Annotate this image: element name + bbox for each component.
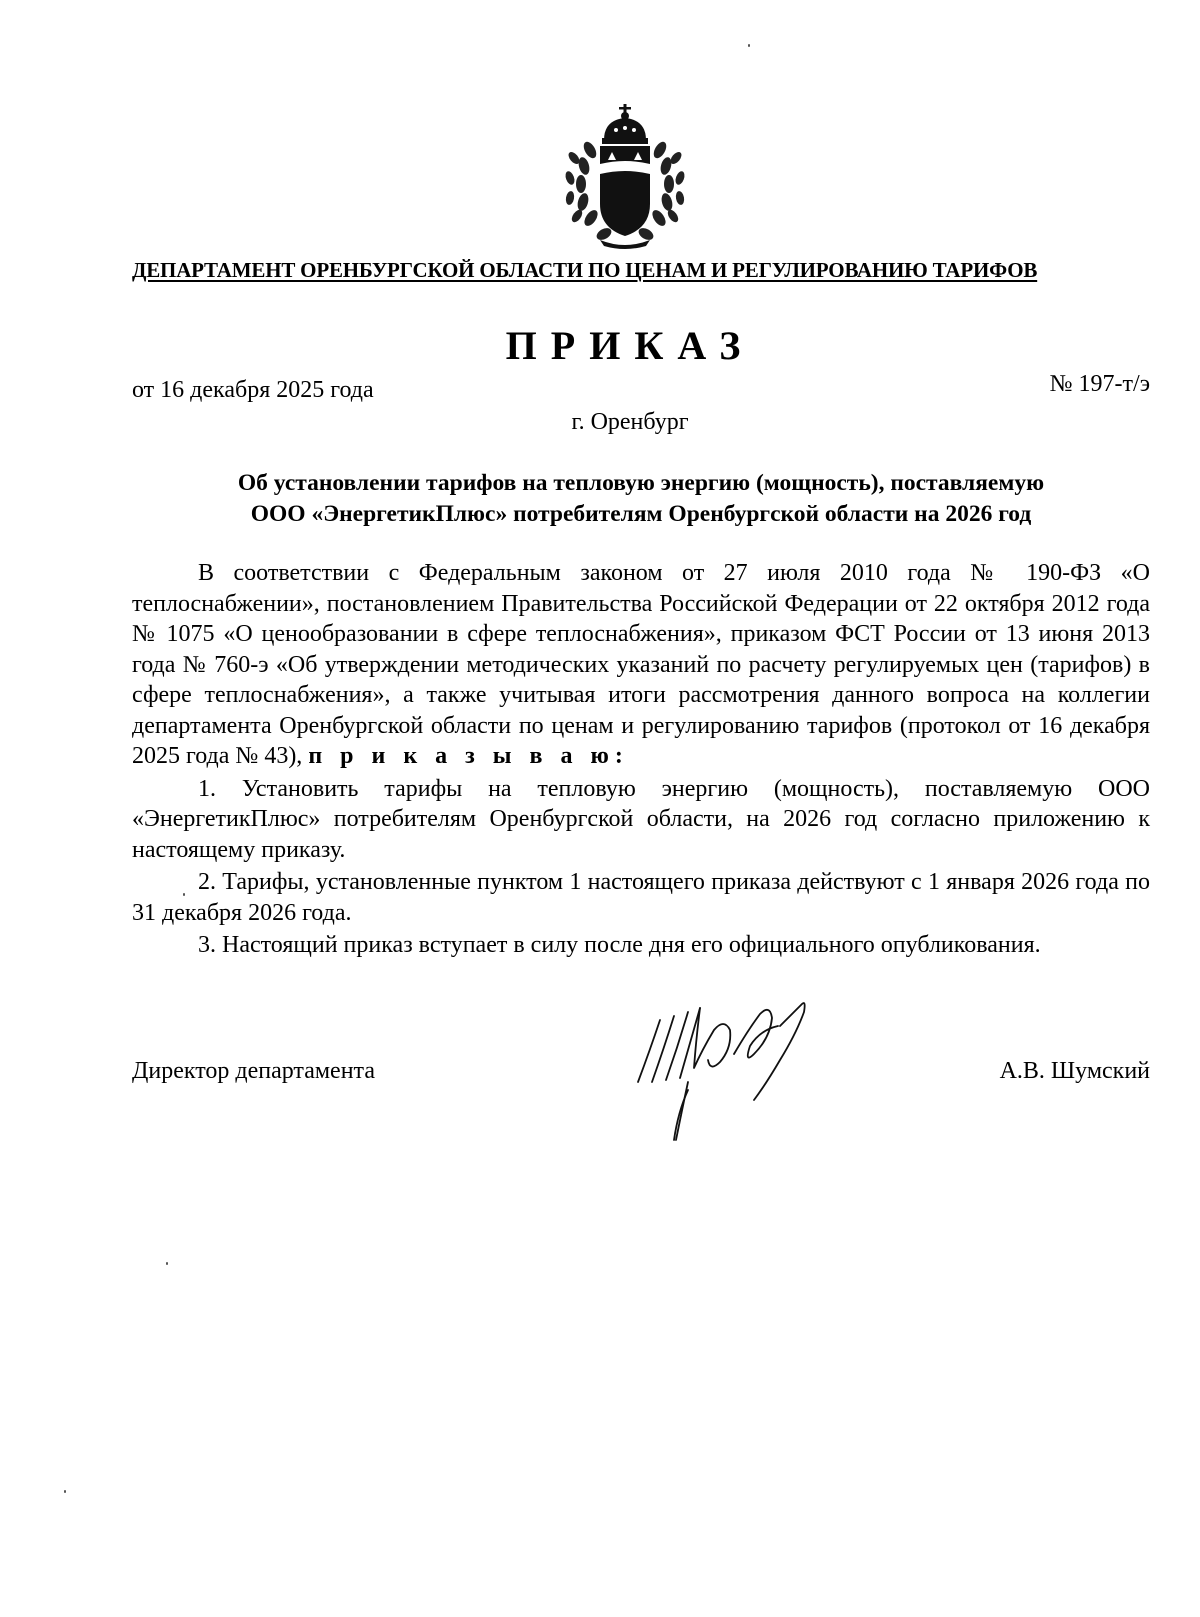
item-3: 3. Настоящий приказ вступает в силу после дня его официального опубликования. xyxy=(198,932,1041,958)
preamble-paragraph xyxy=(132,558,1150,772)
scan-speck xyxy=(64,1490,66,1493)
order-word: п р и к а з ы в а ю: xyxy=(308,743,629,769)
scan-speck xyxy=(748,44,750,47)
preamble-text: В соответствии с Федеральным законом от 27 июля 2010 года № 190-ФЗ «О теплоснабжении», постановлением Правительства Российской Федерации от 22 октября 2012 года № 1075 «О ценообразовании в сфере теплоснабжения», приказом ФСТ России от 13 июня 2013 года № 760-э «Об утверждении методических указаний по расчету регулируемых цен (тарифов) в сфере теплоснабжения», а также учитывая итоги рассмотрения данного вопроса на коллегии департамента Оренбургской области по ценам и регулированию тарифов (протокол от 16 декабря 2025 года № 43), xyxy=(132,560,1150,769)
item-1: 1. Установить тарифы на тепловую энергию (мощность), поставляемую ООО «ЭнергетикПлюс» потребителям Оренбургской области, на 2026 год согласно приложению к настоящему приказу. xyxy=(132,775,1150,863)
subject-line-2: ООО «ЭнергетикПлюс» потребителям Оренбургской области на 2026 год xyxy=(250,501,1032,527)
order-date: от 16 декабря 2025 года xyxy=(132,377,374,403)
signer-name: А.В. Шумский xyxy=(999,1058,1150,1084)
signer-position: Директор департамента xyxy=(132,1058,375,1084)
department-name: ДЕПАРТАМЕНТ ОРЕНБУРГСКОЙ ОБЛАСТИ ПО ЦЕНАМ И РЕГУЛИРОВАНИЮ ТАРИФОВ xyxy=(132,258,1038,282)
subject-line-1: Об установлении тарифов на тепловую энергию (мощность), поставляемую xyxy=(237,470,1045,496)
scan-speck xyxy=(183,893,185,896)
scan-speck xyxy=(166,1262,168,1265)
order-subject xyxy=(132,468,1150,530)
order-number: № 197-т/э xyxy=(1049,371,1150,397)
coat-of-arms-icon xyxy=(560,100,690,250)
document-title: ПРИКАЗ xyxy=(505,323,755,368)
handwritten-signature-icon xyxy=(630,990,840,1170)
order-body xyxy=(132,558,1150,961)
item-2: 2. Тарифы, установленные пунктом 1 настоящего приказа действуют с 1 января 2026 года по 31 декабря 2026 года. xyxy=(132,869,1150,926)
order-city: г. Оренбург xyxy=(571,409,689,435)
